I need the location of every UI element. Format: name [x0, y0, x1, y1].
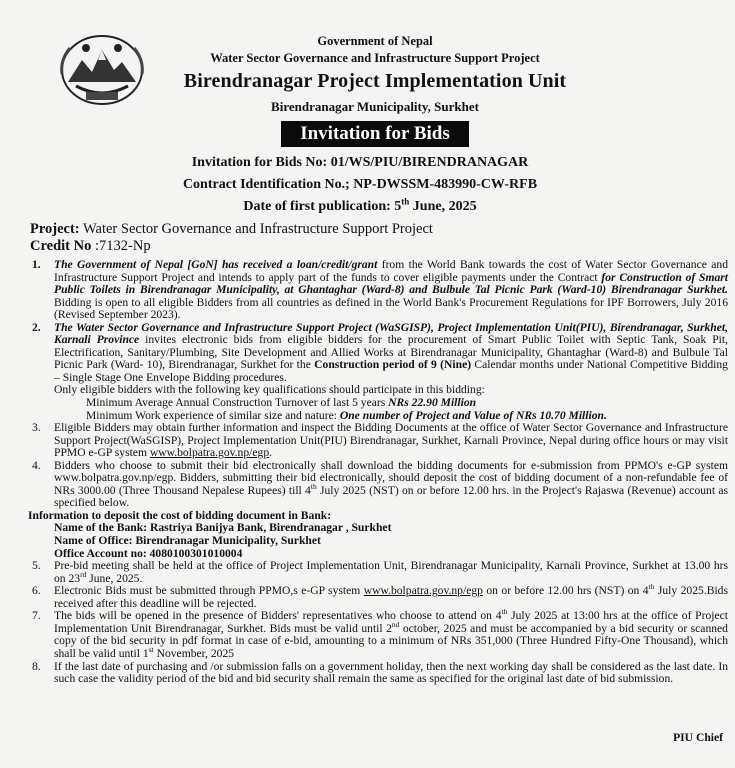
notice-body [28, 259, 728, 686]
office-name: Name of Office: Birendranagar Municipality, Surkhet [54, 534, 321, 548]
bank-info-heading: Information to deposit the cost of bidding document in Bank: [28, 508, 332, 522]
work-experience-requirement: Minimum Work experience of similar size and nature: One number of Project and Value of NRs 10.70 Million. [86, 408, 607, 422]
bank-name: Name of the Bank: Rastriya Banijya Bank, Birendranagar , Surkhet [54, 521, 392, 535]
header-piu: Birendranagar Project Implementation Unit [183, 70, 567, 92]
signature-piu-chief: PIU Chief [673, 731, 723, 744]
office-account: Office Account no: 4080100301010004 [54, 546, 243, 560]
header-project: Water Sector Governance and Infrastructure Support Project [210, 51, 540, 65]
nepal-emblem-icon [56, 30, 148, 108]
bid-number: Invitation for Bids No: 01/WS/PIU/BIRENDRANAGAR [191, 155, 529, 170]
clause-4: 4. Bidders who choose to submit their bid electronically shall download the bidding documents for e-submission from PPMO's e-GP system www.bolpatra.gov.np/egp. Bidders, submitting their bid electronically, should deposit the cost of bidding document of a non-refundable fee of NRs 3000.00 (Three Thousand Nepalese Rupees) till 4th July 2025 (NST) on or before 12.00 hrs. in the Project's Rajaswa (Revenue) account as specified below. [32, 458, 729, 510]
clause-1: 1. The Government of Nepal [GoN] has received a loan/credit/grant from the World Bank towards the cost of Water Sector Governance and Infrastructure Support Project and intends to apply part of the funds to cover eligible payments under the Contract for Construction of Smart Public Toilets in Birendranagar Municipality, at Ghantaghar (Ward-8) and Bulbule Tal Picnic Park (Ward-10) Birendranagar Surkhet. Bidding is open to all eligible Bidders from all countries as defined in the World Bank's Procurement Regulations for IPF Borrowers, July 2016 (Revised September 2023). [32, 258, 728, 322]
credit-line: Credit No :7132-Np [30, 238, 151, 254]
clause-7: 7. The bids will be opened in the presence of Bidders' representatives who choose to attend on 4th July 2025 at 13:00 hrs at the office of Project Implementation Unit Birendranagar, Surkhet. Bids must be valid until 2nd october, 2025 and must be accompanied by a bid security or scanned copy of the bid security in pdf format in case of e-bid, amounting to a minimum of NRs 351,000 (Three Hundred Fifty-One Thousand), which shall be valid until 1st November, 2025 [32, 607, 729, 660]
header-municipality: Birendranagar Municipality, Surkhet [271, 99, 479, 114]
eligibility-intro: Only eligible bidders with the following key qualifications should participate in this bidding: [54, 383, 485, 397]
notice-title-banner: Invitation for Bids [281, 121, 469, 147]
header-government: Government of Nepal [317, 34, 433, 48]
bolpatra-link[interactable]: www.bolpatra.gov.np/egp [149, 446, 270, 460]
clause-2: 2. The Water Sector Governance and Infrastructure Support Project (WaSGISP), Project Implementation Unit(PIU), Birendranagar, Surkhet, Karnali Province invites electronic bids from eligible bidders for the procurement of Smart Public Toilet with Septic Tank, Soak Pit, Electrification, Sanitary/Plumbing, Site Development and Allied Works at Birendranagar Municipality, Ghantaghar (Ward-8) and Bulbule Tal Picnic Park (Ward- 10), Birendranagar, Surkhet for the Construction period of 9 (Nine) Calendar months under National Competitive Bidding – Single Stage One Envelope Bidding procedures. [32, 320, 728, 384]
clause-8: 8. If the last date of purchasing and /or submission falls on a government holiday, then the next working day shall be considered as the last date. In such case the validity period of the bid and bid security shall remain the same as specified for the original last date of bid submission. [32, 659, 728, 686]
clause-5: 5. Pre-bid meeting shall be held at the office of Project Implementation Unit, Birendranagar Municipality, Karnali Province, Surkhet at 13.00 hrs on 23rd June, 2025. [32, 559, 728, 585]
turnover-requirement: Minimum Average Annual Construction Turnover of last 5 years NRs 22.90 Million [86, 396, 477, 410]
clause-3: 3. Eligible Bidders may obtain further information and inspect the Bidding Documents at the office of Water Sector Governance and Infrastructure Support Project(WaSGISP), Project Implementation Unit(PIU) Birendranagar, Surkhet, Karnali Province, Nepal during office hours or may visit PPMO e-GP system www.bolpatra.gov.np/egp. [32, 421, 728, 460]
contract-id: Contract Identification No.; NP-DWSSM-483990-CW-RFB [182, 177, 538, 192]
clause-6: 6. Electronic Bids must be submitted through PPMO,s e-GP system www.bolpatra.gov.np/egp on or before 12.00 hrs (NST) on 4th July 2025.Bids received after this deadline will be rejected. [32, 582, 728, 610]
bolpatra-link[interactable]: www.bolpatra.gov.np/egp [363, 584, 483, 598]
project-line: Project: Water Sector Governance and Infrastructure Support Project [30, 221, 433, 237]
publication-date: Date of first publication: 5th June, 2025 [243, 196, 477, 214]
